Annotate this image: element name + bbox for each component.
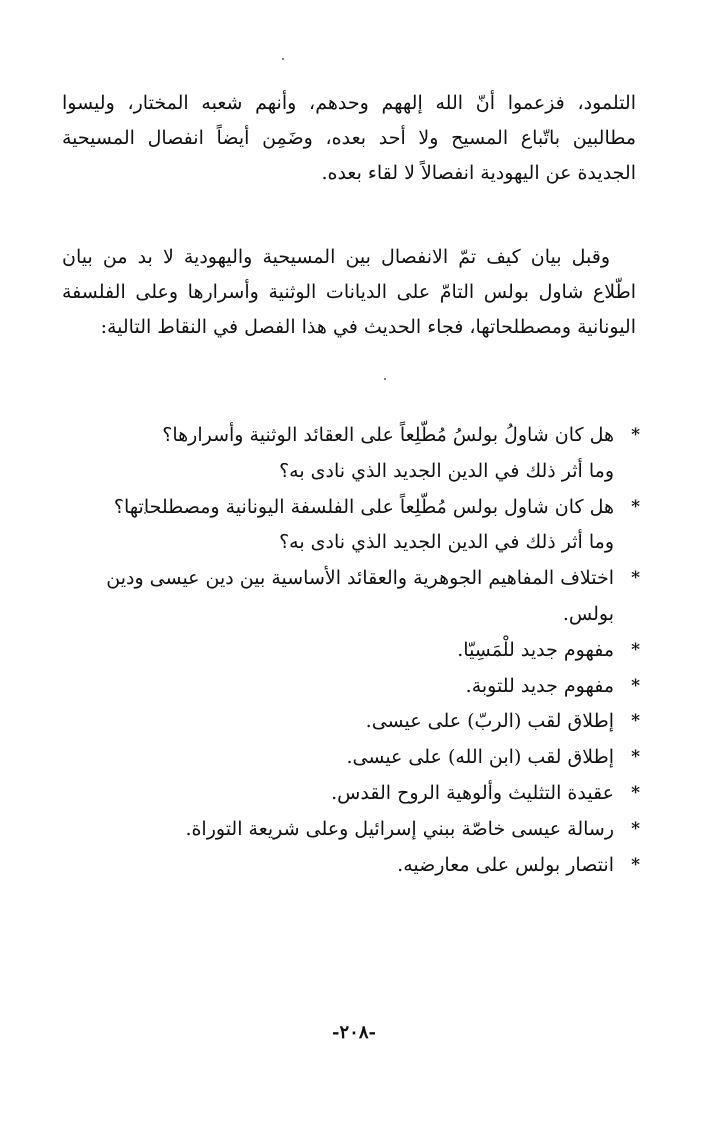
- list-item: [80, 776, 640, 812]
- list-item: [80, 490, 640, 562]
- list-item-subtext: وما أثر ذلك في الدين الجديد الذي نادى به؟: [279, 459, 614, 482]
- list-item: [80, 740, 640, 776]
- bullet-star-icon: *: [631, 782, 640, 803]
- list-item-text: مفهوم جديد للتوبة.: [465, 674, 614, 697]
- bullet-star-icon: *: [631, 854, 640, 875]
- scan-speck: [282, 58, 284, 60]
- bullet-star-icon: *: [631, 747, 640, 768]
- bullet-star-icon: *: [631, 711, 640, 732]
- list-item-text: اختلاف المفاهيم الجوهرية والعقائد الأساسية بين دين عيسى ودين بولس.: [106, 567, 614, 625]
- list-item-text: هل كان شاولُ بولسُ مُطّلِعاً على العقائد الوثنية وأسرارها؟: [162, 424, 614, 446]
- bullet-star-icon: *: [631, 496, 640, 517]
- list-item-text: عقيدة التثليث وألوهية الروح القدس.: [331, 781, 614, 804]
- list-item: [80, 418, 640, 490]
- bullet-star-icon: *: [631, 568, 640, 589]
- paragraph-2: وقبل بيان كيف تمّ الانفصال بين المسيحية واليهودية لا بد من بيان اطّلاع شاول بولس التامّ على الديانات الوثنية وأسرارها وعلى الفلسفة اليونانية ومصطلحاتها، فجاء الحديث في هذا الفصل في النقاط التالية:: [62, 246, 636, 338]
- page-number: -٢٠٨-: [332, 1022, 376, 1043]
- bullet-star-icon: *: [631, 675, 640, 696]
- bullet-star-icon: *: [631, 818, 640, 839]
- list-item-text: انتصار بولس على معارضيه.: [397, 853, 614, 876]
- list-item: [80, 561, 640, 633]
- paragraph-1: التلمود، فزعموا أنّ الله إلههم وحدهم، وأنهم شعبه المختار، وليسوا مطالبين باتّباع المسيح ولا أحد بعده، وضَمِن أيضاً انفصال المسيحية الجديدة عن اليهودية انفصالاً لا لقاء بعده.: [62, 92, 636, 184]
- bullet-star-icon: *: [631, 639, 640, 660]
- scan-speck: [384, 378, 386, 380]
- list-item: [80, 669, 640, 705]
- list-item: [80, 704, 640, 740]
- list-item-text: إطلاق لقب (الربّ) على عيسى.: [365, 710, 614, 733]
- bullet-list: [80, 418, 640, 883]
- list-item: [80, 812, 640, 848]
- bullet-star-icon: *: [631, 425, 640, 445]
- list-item-subtext: وما أثر ذلك في الدين الجديد الذي نادى به؟: [279, 531, 614, 554]
- list-item-text: هل كان شاول بولس مُطّلِعاً على الفلسفة اليونانية ومصطلحاتها؟: [113, 495, 614, 518]
- list-item: [80, 633, 640, 669]
- list-item-text: إطلاق لقب (ابن الله) على عيسى.: [346, 746, 614, 769]
- list-item: [80, 848, 640, 884]
- list-item-text: رسالة عيسى خاصّة ببني إسرائيل وعلى شريعة التوراة.: [185, 817, 614, 840]
- list-item-text: مفهوم جديد للْمَسِيّا.: [457, 638, 614, 661]
